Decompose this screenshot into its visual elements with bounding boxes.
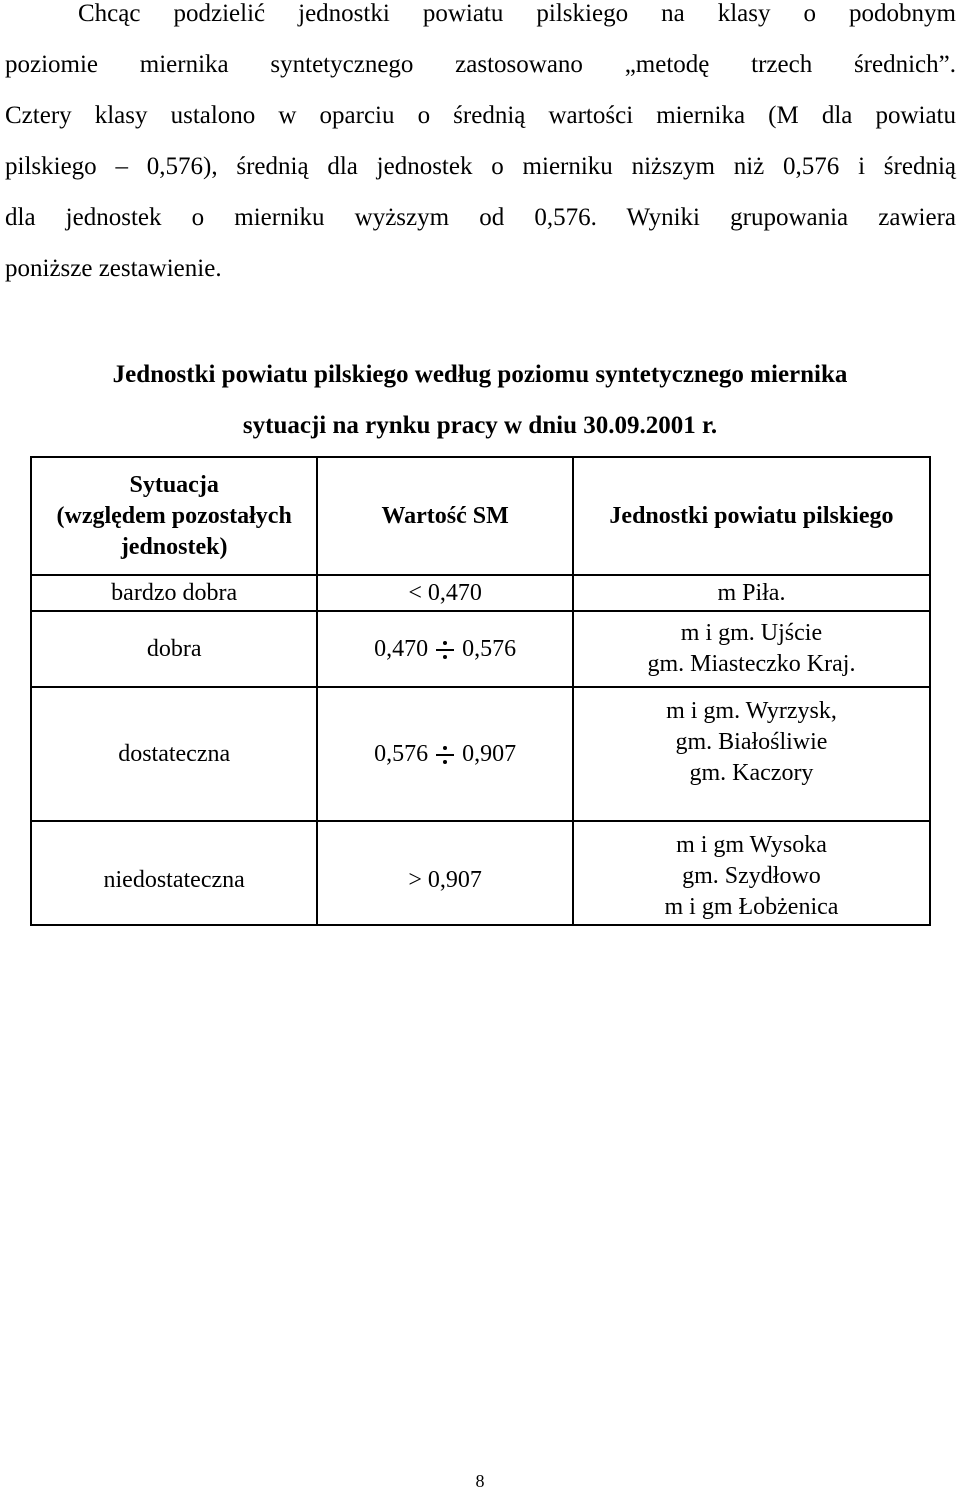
- table-title-line-2: sytuacji na rynku pracy w dniu 30.09.2001 r.: [242, 412, 718, 439]
- header-value: Wartość SM: [317, 457, 573, 575]
- situation-cell: bardzo dobra: [31, 575, 317, 611]
- table-row: [31, 687, 930, 821]
- table-row: [31, 611, 930, 687]
- page-number: 8: [475, 1471, 485, 1491]
- table-row: [31, 575, 930, 611]
- division-sign-icon: [434, 745, 456, 765]
- paragraph-line: dla jednostek o mierniku wyższym od 0,576. Wyniki grupowania zawiera: [5, 204, 956, 231]
- header-situation: Sytuacja (względem pozostałych jednostek): [31, 457, 317, 575]
- intro-paragraph: [5, 0, 956, 294]
- range-from: 0,576: [374, 740, 429, 767]
- units-cell: m i gm. Ujście gm. Miasteczko Kraj.: [573, 611, 930, 687]
- units-cell: m Piła.: [573, 575, 930, 611]
- paragraph-line: pilskiego – 0,576), średnią dla jednostek o mierniku niższym niż 0,576 i średnią: [5, 153, 956, 180]
- paragraph-line: Chcąc podzielić jednostki powiatu pilskiego na klasy o podobnym: [78, 0, 956, 27]
- table-row: [31, 821, 930, 925]
- value-cell: [317, 611, 573, 687]
- situation-cell: dobra: [31, 611, 317, 687]
- table-title-line-1: Jednostki powiatu pilskiego według poziomu syntetycznego miernika: [112, 361, 848, 388]
- situation-cell: dostateczna: [31, 687, 317, 821]
- paragraph-line: Cztery klasy ustalono w oparciu o średnią wartości miernika (M dla powiatu: [5, 102, 956, 129]
- classification-table: [30, 456, 931, 926]
- header-units: Jednostki powiatu pilskiego: [573, 457, 930, 575]
- value-cell: [317, 687, 573, 821]
- value-cell: > 0,907: [317, 821, 573, 925]
- paragraph-line: poniższe zestawienie.: [5, 255, 222, 282]
- paragraph-line: poziomie miernika syntetycznego zastosowano „metodę trzech średnich”.: [5, 51, 956, 78]
- units-cell: m i gm. Wyrzysk, gm. Białośliwie gm. Kaczory: [573, 687, 930, 821]
- value-cell: < 0,470: [317, 575, 573, 611]
- range-from: 0,470: [374, 635, 429, 662]
- range-to: 0,576: [462, 635, 517, 662]
- division-sign-icon: [434, 640, 456, 660]
- situation-cell: niedostateczna: [31, 821, 317, 925]
- units-cell: m i gm Wysoka gm. Szydłowo m i gm Łobżenica: [573, 821, 930, 925]
- range-to: 0,907: [462, 740, 517, 767]
- table-header-row: [31, 457, 930, 575]
